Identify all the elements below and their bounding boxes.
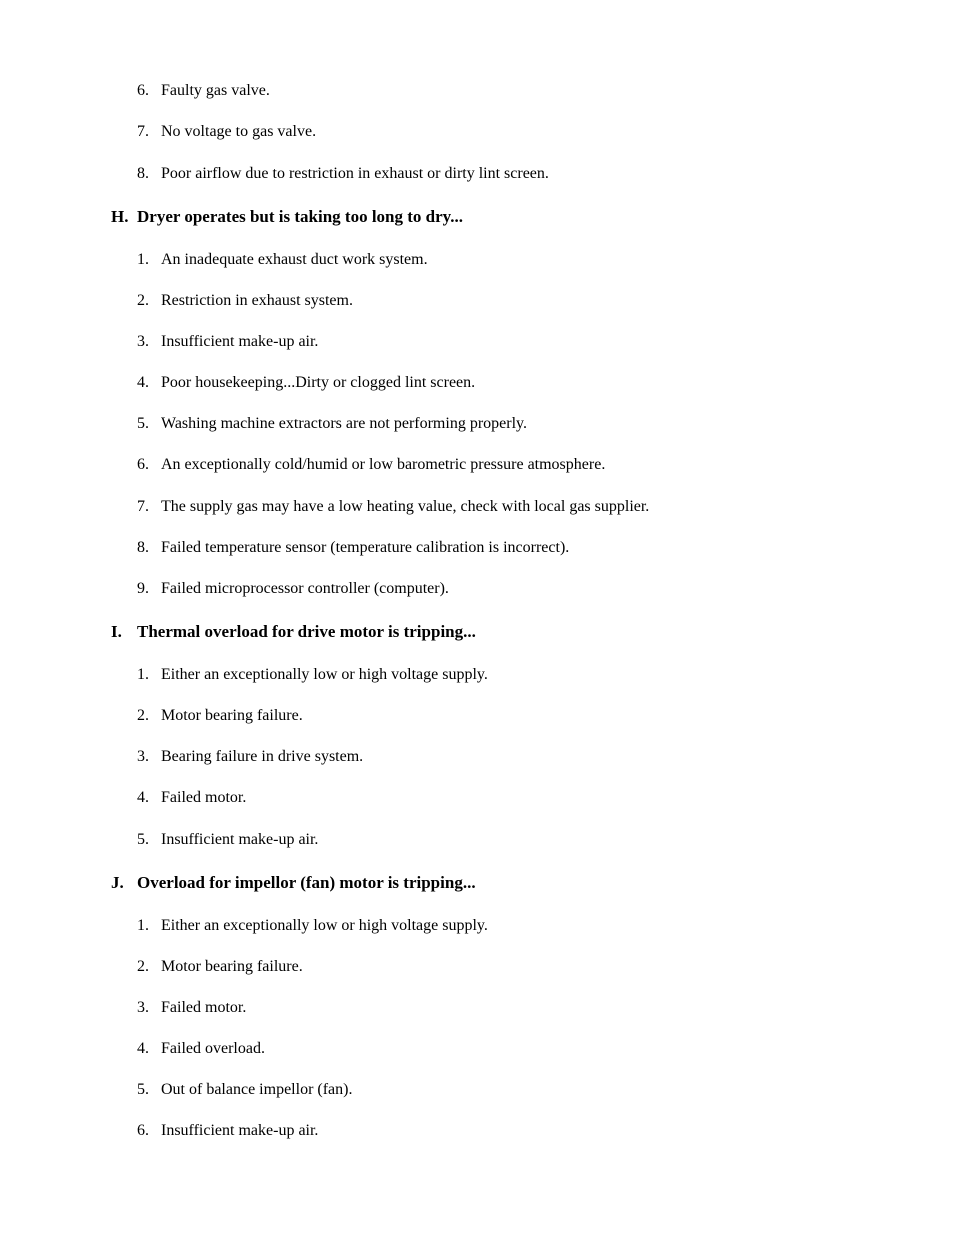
item-number: 3.: [137, 999, 149, 1016]
item-number: 1.: [137, 666, 149, 683]
item-text: Failed motor.: [161, 789, 247, 806]
section-letter: I.: [111, 622, 122, 641]
section-title: Thermal overload for drive motor is tripping...: [137, 622, 476, 641]
item-number: 1.: [137, 251, 149, 268]
item-number: 6.: [137, 1122, 149, 1139]
item-text: Insufficient make-up air.: [161, 333, 319, 350]
section-title: Dryer operates but is taking too long to dry...: [137, 207, 463, 226]
item-number: 3.: [137, 748, 149, 765]
item-number: 4.: [137, 374, 149, 391]
item-text: Failed motor.: [161, 999, 247, 1016]
item-text: No voltage to gas valve.: [161, 123, 317, 140]
item-text: Insufficient make-up air.: [161, 1122, 319, 1139]
item-number: 2.: [137, 958, 149, 975]
item-text: Bearing failure in drive system.: [161, 748, 364, 765]
item-number: 2.: [137, 292, 149, 309]
item-number: 3.: [137, 333, 149, 350]
item-number: 8.: [137, 539, 149, 556]
item-number: 5.: [137, 831, 149, 848]
item-text: The supply gas may have a low heating value, check with local gas supplier.: [161, 498, 650, 515]
item-text: Failed microprocessor controller (computer).: [161, 580, 449, 597]
item-text: Motor bearing failure.: [161, 958, 303, 975]
item-text: Faulty gas valve.: [161, 82, 270, 99]
item-text: Either an exceptionally low or high voltage supply.: [161, 917, 488, 934]
item-text: Washing machine extractors are not performing properly.: [161, 415, 527, 432]
item-number: 6.: [137, 456, 149, 473]
item-text: Restriction in exhaust system.: [161, 292, 353, 309]
item-number: 5.: [137, 1081, 149, 1098]
item-text: Poor housekeeping...Dirty or clogged lint screen.: [161, 374, 476, 391]
section-letter: J.: [111, 873, 124, 892]
item-text: Failed temperature sensor (temperature calibration is incorrect).: [161, 539, 570, 556]
item-text: An exceptionally cold/humid or low barometric pressure atmosphere.: [161, 456, 606, 473]
item-number: 1.: [137, 917, 149, 934]
item-number: 4.: [137, 1040, 149, 1057]
item-text: Insufficient make-up air.: [161, 831, 319, 848]
item-number: 6.: [137, 82, 149, 99]
item-number: 2.: [137, 707, 149, 724]
item-number: 4.: [137, 789, 149, 806]
item-number: 5.: [137, 415, 149, 432]
item-text: Failed overload.: [161, 1040, 265, 1057]
section-letter: H.: [111, 207, 129, 226]
item-number: 7.: [137, 498, 149, 515]
item-text: Motor bearing failure.: [161, 707, 303, 724]
item-text: Out of balance impellor (fan).: [161, 1081, 353, 1098]
item-text: Poor airflow due to restriction in exhaust or dirty lint screen.: [161, 165, 549, 182]
item-text: An inadequate exhaust duct work system.: [161, 251, 428, 268]
item-text: Either an exceptionally low or high voltage supply.: [161, 666, 488, 683]
section-title: Overload for impellor (fan) motor is tripping...: [137, 873, 476, 892]
item-number: 8.: [137, 165, 149, 182]
item-number: 7.: [137, 123, 149, 140]
item-number: 9.: [137, 580, 149, 597]
